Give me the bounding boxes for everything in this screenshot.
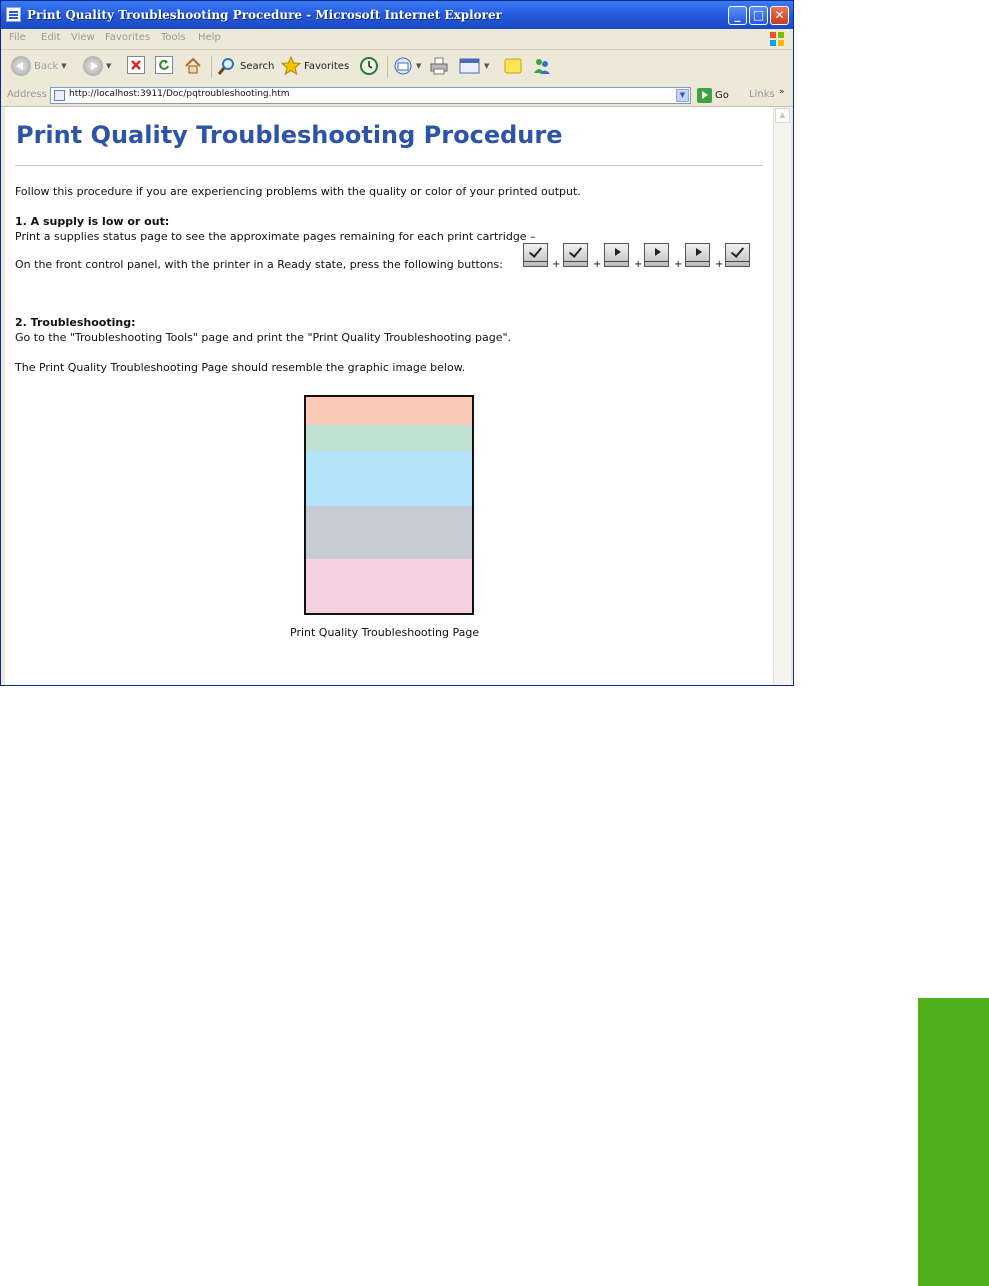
step1-heading: 1. A supply is low or out: — [15, 215, 170, 228]
history-button[interactable] — [359, 56, 379, 76]
menu-bar — [1, 29, 793, 50]
stop-icon — [127, 56, 145, 74]
graphic-caption: Print Quality Troubleshooting Page — [290, 626, 480, 639]
plus-sign: + — [593, 259, 602, 270]
toolbar-separator — [211, 56, 212, 78]
check-button-icon — [725, 243, 750, 267]
ie-page-icon — [6, 7, 21, 22]
printer-icon — [429, 56, 449, 76]
back-arrow-icon — [11, 56, 31, 76]
back-dropdown-icon: ▼ — [61, 62, 67, 70]
edit-button[interactable] — [459, 56, 489, 76]
menu-file[interactable]: File — [9, 32, 26, 43]
chevron-right-icon[interactable]: » — [779, 87, 785, 97]
history-icon — [359, 56, 379, 76]
edit-page-icon — [459, 56, 481, 76]
troubleshooting-page-graphic — [304, 395, 474, 615]
vertical-scrollbar[interactable] — [773, 107, 791, 686]
window-title: Print Quality Troubleshooting Procedure - Microsoft Internet Explorer — [27, 8, 502, 22]
forward-button[interactable] — [83, 56, 111, 76]
search-button[interactable] — [217, 56, 274, 76]
section-tab — [918, 998, 989, 1286]
windows-logo-icon — [769, 31, 785, 47]
address-dropdown-icon[interactable]: ▼ — [676, 89, 689, 102]
edit-dropdown-icon: ▼ — [484, 62, 490, 70]
plus-sign: + — [715, 259, 724, 270]
back-button[interactable] — [11, 56, 67, 76]
toolbar — [1, 50, 793, 87]
mail-dropdown-icon: ▼ — [416, 62, 422, 70]
color-band — [306, 451, 472, 506]
address-bar — [1, 86, 793, 107]
star-icon — [281, 56, 301, 76]
color-band — [306, 425, 472, 451]
search-icon — [217, 56, 237, 76]
menu-view[interactable]: View — [71, 32, 95, 43]
menu-help[interactable]: Help — [198, 32, 221, 43]
resemble-text: The Print Quality Troubleshooting Page should resemble the graphic image below. — [15, 361, 466, 374]
address-label: Address — [7, 89, 47, 100]
color-band — [306, 506, 472, 559]
browser-window — [0, 0, 794, 686]
home-icon — [183, 56, 203, 76]
plus-sign: + — [674, 259, 683, 270]
go-arrow-icon — [697, 88, 712, 103]
menu-tools[interactable]: Tools — [161, 32, 186, 43]
intro-text: Follow this procedure if you are experiencing problems with the quality or color of your printed output. — [15, 185, 581, 198]
page-icon — [54, 90, 65, 101]
refresh-icon — [155, 56, 173, 74]
favorites-label: Favorites — [304, 60, 350, 72]
refresh-button[interactable] — [155, 56, 173, 74]
discuss-button[interactable] — [503, 56, 523, 76]
plus-sign: + — [552, 259, 561, 270]
color-band — [306, 397, 472, 425]
stop-button[interactable] — [127, 56, 145, 74]
divider — [15, 165, 763, 166]
address-input[interactable] — [50, 87, 691, 104]
links-button[interactable]: Links — [749, 89, 775, 100]
scroll-up-arrow-icon[interactable]: ▲ — [775, 108, 790, 123]
title-bar[interactable] — [1, 1, 793, 29]
go-label: Go — [715, 90, 729, 101]
next-arrow-button-icon — [604, 243, 629, 267]
page-content — [5, 107, 773, 686]
search-label: Search — [240, 60, 275, 72]
menu-favorites[interactable]: Favorites — [105, 32, 151, 43]
step1-panel-text: On the front control panel, with the printer in a Ready state, press the following buttons: — [15, 258, 503, 271]
step2-text: Go to the "Troubleshooting Tools" page and print the "Print Quality Troubleshooting page". — [15, 331, 512, 344]
go-button[interactable] — [697, 88, 729, 103]
check-button-icon — [523, 243, 548, 267]
step1-text: Print a supplies status page to see the approximate pages remaining for each print cartridge – — [15, 230, 536, 243]
messenger-icon — [531, 56, 553, 76]
address-url: http://localhost:3911/Doc/pqtroubleshooting.htm — [69, 89, 290, 99]
minimize-button[interactable]: _ — [728, 6, 747, 25]
menu-edit[interactable]: Edit — [41, 32, 61, 43]
mail-button[interactable] — [393, 56, 421, 76]
note-icon — [503, 56, 523, 76]
next-arrow-button-icon — [644, 243, 669, 267]
check-button-icon — [563, 243, 588, 267]
messenger-button[interactable] — [531, 56, 553, 76]
next-arrow-button-icon — [685, 243, 710, 267]
home-button[interactable] — [183, 56, 203, 76]
step2-heading: 2. Troubleshooting: — [15, 316, 136, 329]
forward-dropdown-icon: ▼ — [106, 62, 112, 70]
color-band — [306, 559, 472, 613]
close-button[interactable]: ✕ — [770, 6, 789, 25]
maximize-button[interactable]: □ — [749, 6, 768, 25]
mail-icon — [393, 56, 413, 76]
print-button[interactable] — [429, 56, 449, 76]
back-label: Back — [34, 60, 59, 72]
plus-sign: + — [634, 259, 643, 270]
toolbar-separator — [387, 56, 388, 78]
page-title: Print Quality Troubleshooting Procedure — [16, 121, 563, 149]
favorites-button[interactable] — [281, 56, 349, 76]
forward-arrow-icon — [83, 56, 103, 76]
